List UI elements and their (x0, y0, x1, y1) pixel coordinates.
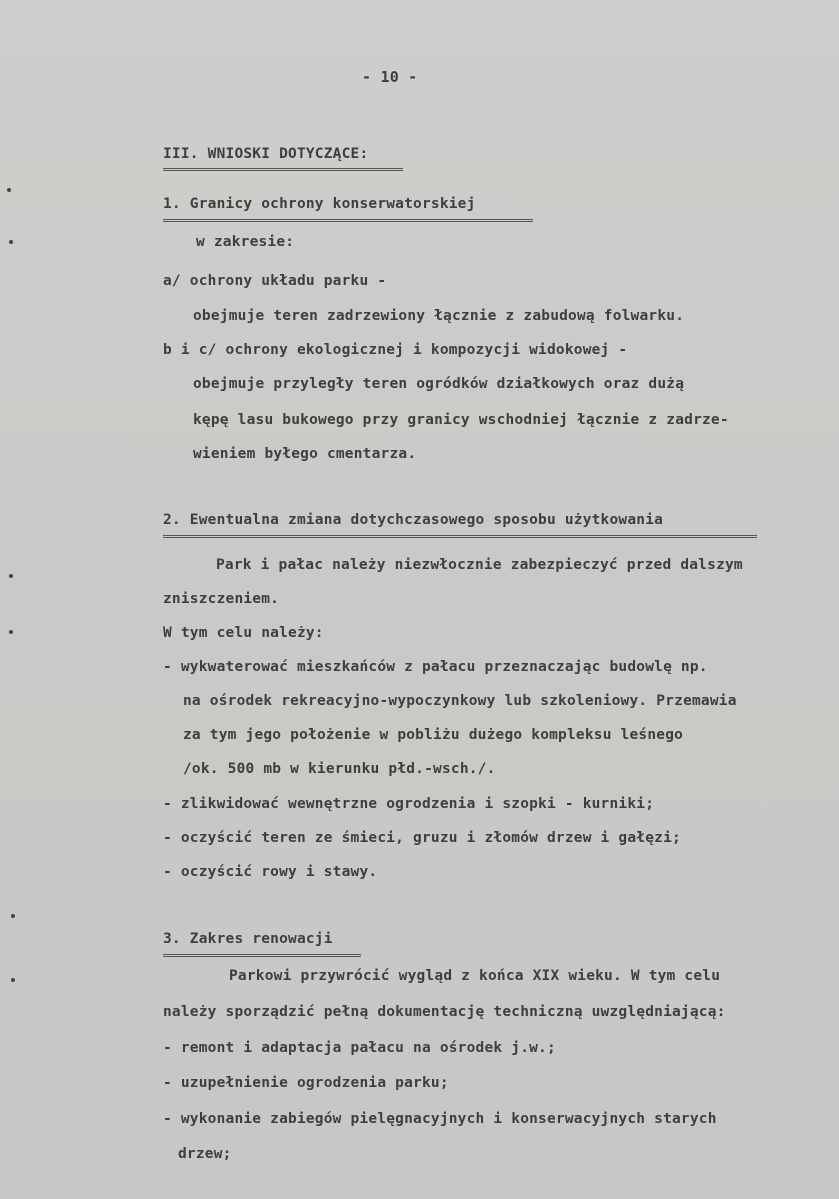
margin-mark (11, 978, 15, 982)
paragraph-line: drzew; (178, 1146, 232, 1162)
heading-underline (163, 954, 361, 957)
heading-underline (163, 168, 403, 171)
section-heading: III. WNIOSKI DOTYCZĄCE: (163, 146, 369, 162)
page-number: - 10 - (362, 68, 418, 86)
paragraph-line: Parkowi przywrócić wygląd z końca XIX wieku. W tym celu (229, 968, 721, 984)
paragraph-line: na ośrodek rekreacyjno-wypoczynkowy lub szkoleniowy. Przemawia (183, 693, 737, 709)
heading-underline (163, 219, 533, 222)
heading-underline (163, 535, 757, 538)
paragraph-line: - wykonanie zabiegów pielęgnacyjnych i konserwacyjnych starych (163, 1111, 717, 1127)
paragraph-line: za tym jego położenie w pobliżu dużego kompleksu leśnego (183, 727, 684, 743)
subsection-3-heading: 3. Zakres renowacji (163, 931, 333, 947)
margin-mark (9, 630, 13, 634)
paragraph-line: Park i pałac należy niezwłocznie zabezpieczyć przed dalszym (216, 557, 743, 573)
paragraph-line: należy sporządzić pełną dokumentację techniczną uwzględniającą: (163, 1004, 726, 1020)
paragraph-line: - uzupełnienie ogrodzenia parku; (163, 1075, 449, 1091)
paragraph-line: w zakresie: (196, 234, 295, 250)
subsection-2-heading: 2. Ewentualna zmiana dotychczasowego sposobu użytkowania (163, 512, 664, 528)
paragraph-line: /ok. 500 mb w kierunku płd.-wsch./. (183, 761, 496, 777)
paragraph-line: W tym celu należy: (163, 625, 324, 641)
margin-mark (11, 914, 15, 918)
paragraph-line: - zlikwidować wewnętrzne ogrodzenia i szopki - kurniki; (163, 796, 655, 812)
paragraph-line: - oczyścić teren ze śmieci, gruzu i złomów drzew i gałęzi; (163, 830, 681, 846)
paragraph-line: obejmuje teren zadrzewiony łącznie z zabudową folwarku. (193, 308, 685, 324)
margin-mark (9, 574, 13, 578)
paragraph-line: zniszczeniem. (163, 591, 280, 607)
subsection-1-heading: 1. Granicy ochrony konserwatorskiej (163, 196, 476, 212)
margin-mark (7, 188, 11, 192)
paragraph-line: wieniem byłego cmentarza. (193, 446, 417, 462)
paragraph-line: obejmuje przyległy teren ogródków działkowych oraz dużą (193, 376, 685, 392)
margin-mark (9, 240, 13, 244)
paragraph-line: - oczyścić rowy i stawy. (163, 864, 378, 880)
paragraph-line: kępę lasu bukowego przy granicy wschodniej łącznie z zadrze- (193, 412, 729, 428)
paragraph-line: - remont i adaptacja pałacu na ośrodek j.w.; (163, 1040, 556, 1056)
paragraph-line: - wykwaterować mieszkańców z pałacu przeznaczając budowlę np. (163, 659, 708, 675)
paragraph-line: a/ ochrony układu parku - (163, 273, 387, 289)
paragraph-line: b i c/ ochrony ekologicznej i kompozycji widokowej - (163, 342, 628, 358)
